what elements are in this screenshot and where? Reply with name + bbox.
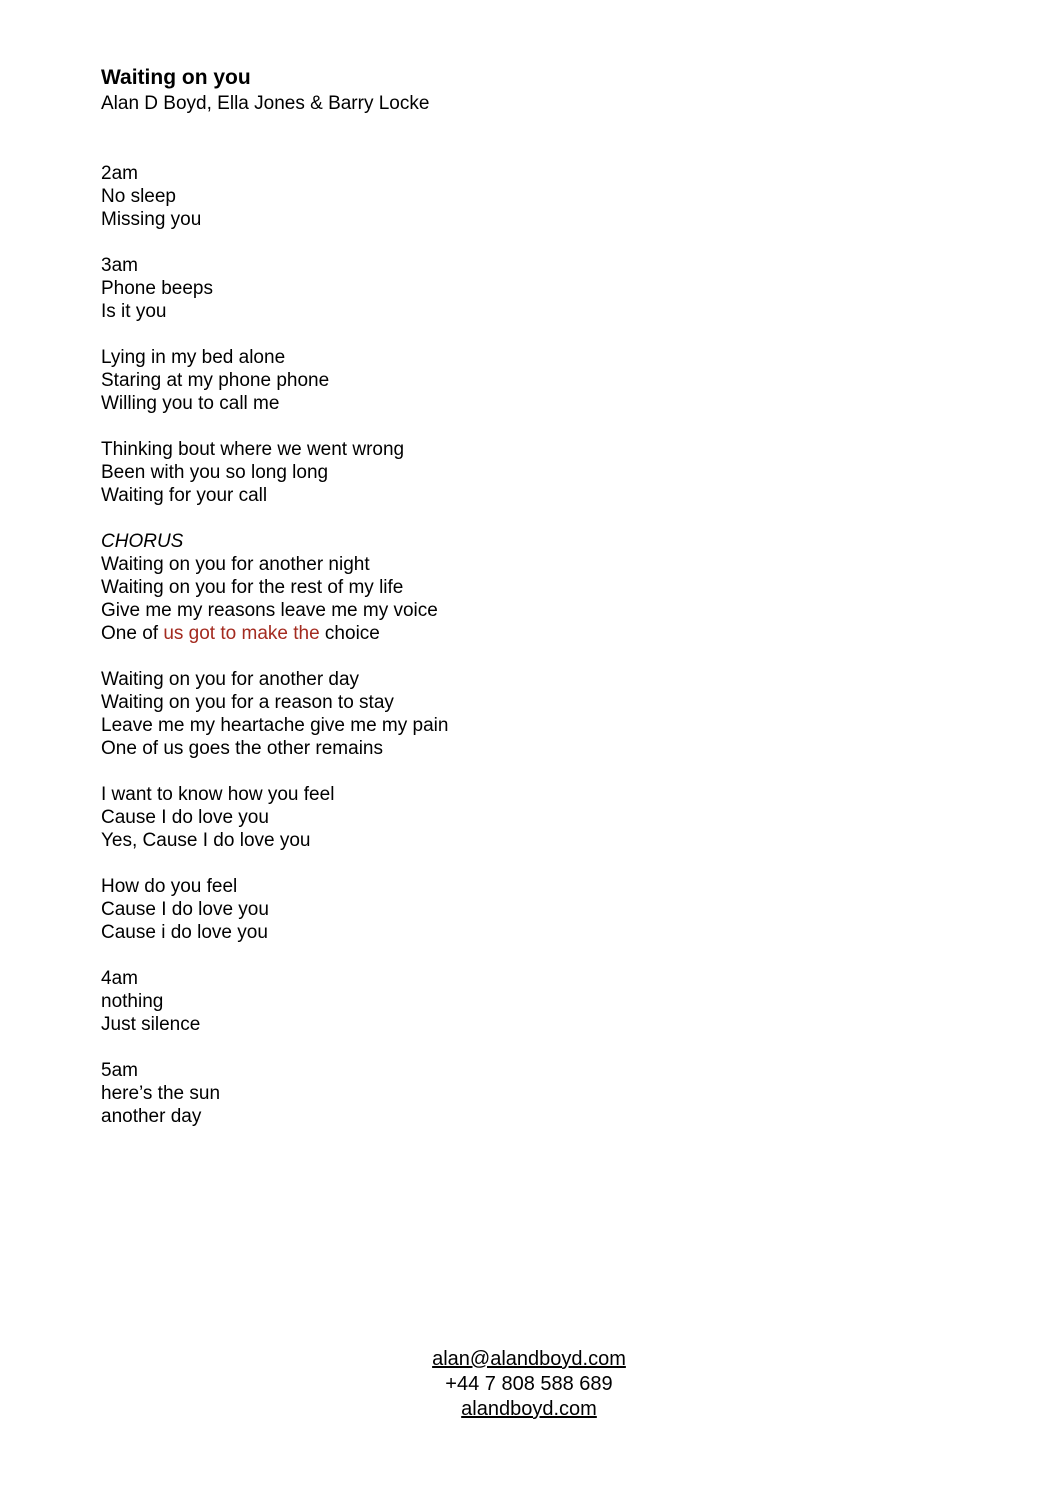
- lyric-line: Give me my reasons leave me my voice: [101, 600, 438, 621]
- lyric-line: 2am: [101, 163, 138, 184]
- email-link[interactable]: alan@alandboyd.com: [432, 1348, 626, 1370]
- lyric-line: Willing you to call me: [101, 393, 280, 414]
- lyric-fragment: choice: [319, 623, 380, 644]
- lyric-line: another day: [101, 1106, 202, 1127]
- lyric-line: Leave me my heartache give me my pain: [101, 715, 449, 736]
- lyric-line: Yes, Cause I do love you: [101, 830, 311, 851]
- lyric-line: nothing: [101, 991, 164, 1012]
- phone-number: +44 7 808 588 689: [445, 1373, 613, 1395]
- lyric-fragment: One of: [101, 623, 164, 644]
- lyric-line: Waiting on you for a reason to stay: [101, 692, 394, 713]
- lyric-line: 4am: [101, 968, 138, 989]
- song-title: Waiting on you: [101, 66, 251, 89]
- website-link[interactable]: alandboyd.com: [461, 1398, 597, 1420]
- highlighted-text: us got to make the: [163, 623, 320, 644]
- lyrics-page: [101, 64, 961, 1151]
- lyric-line: Waiting on you for another day: [101, 669, 360, 690]
- lyric-line: Lying in my bed alone: [101, 347, 286, 368]
- lyric-line: Waiting on you for another night: [101, 554, 370, 575]
- lyric-line: Staring at my phone phone: [101, 370, 330, 391]
- stanza-10: [101, 1059, 961, 1128]
- lyric-line-highlighted: [101, 622, 961, 645]
- stanza-2: [101, 254, 961, 323]
- lyric-line: How do you feel: [101, 876, 238, 897]
- stanza-1: [101, 162, 961, 231]
- lyric-line: Just silence: [101, 1014, 201, 1035]
- lyric-line: One of us goes the other remains: [101, 738, 383, 759]
- lyric-line: Waiting on you for the rest of my life: [101, 577, 404, 598]
- lyric-line: 3am: [101, 255, 138, 276]
- stanza-6: [101, 668, 961, 760]
- stanza-4: [101, 438, 961, 507]
- lyric-line: here’s the sun: [101, 1083, 221, 1104]
- lyric-line: Missing you: [101, 209, 202, 230]
- stanza-8: [101, 875, 961, 944]
- song-authors: Alan D Boyd, Ella Jones & Barry Locke: [101, 93, 430, 114]
- stanza-9: [101, 967, 961, 1036]
- contact-footer: [0, 1347, 1058, 1422]
- stanza-7: [101, 783, 961, 852]
- lyric-line: Phone beeps: [101, 278, 213, 299]
- lyric-line: Thinking bout where we went wrong: [101, 439, 405, 460]
- chorus-label: CHORUS: [101, 531, 184, 552]
- lyric-line: Cause I do love you: [101, 899, 269, 920]
- lyric-line: Waiting for your call: [101, 485, 268, 506]
- lyrics-body: [101, 162, 961, 1128]
- lyric-line: I want to know how you feel: [101, 784, 335, 805]
- lyric-line: Cause I do love you: [101, 807, 269, 828]
- lyric-line: Is it you: [101, 301, 167, 322]
- stanza-3: [101, 346, 961, 415]
- lyric-line: 5am: [101, 1060, 138, 1081]
- lyric-line: No sleep: [101, 186, 176, 207]
- chorus-stanza: [101, 530, 961, 645]
- lyric-line: Been with you so long long: [101, 462, 329, 483]
- lyric-line: Cause i do love you: [101, 922, 268, 943]
